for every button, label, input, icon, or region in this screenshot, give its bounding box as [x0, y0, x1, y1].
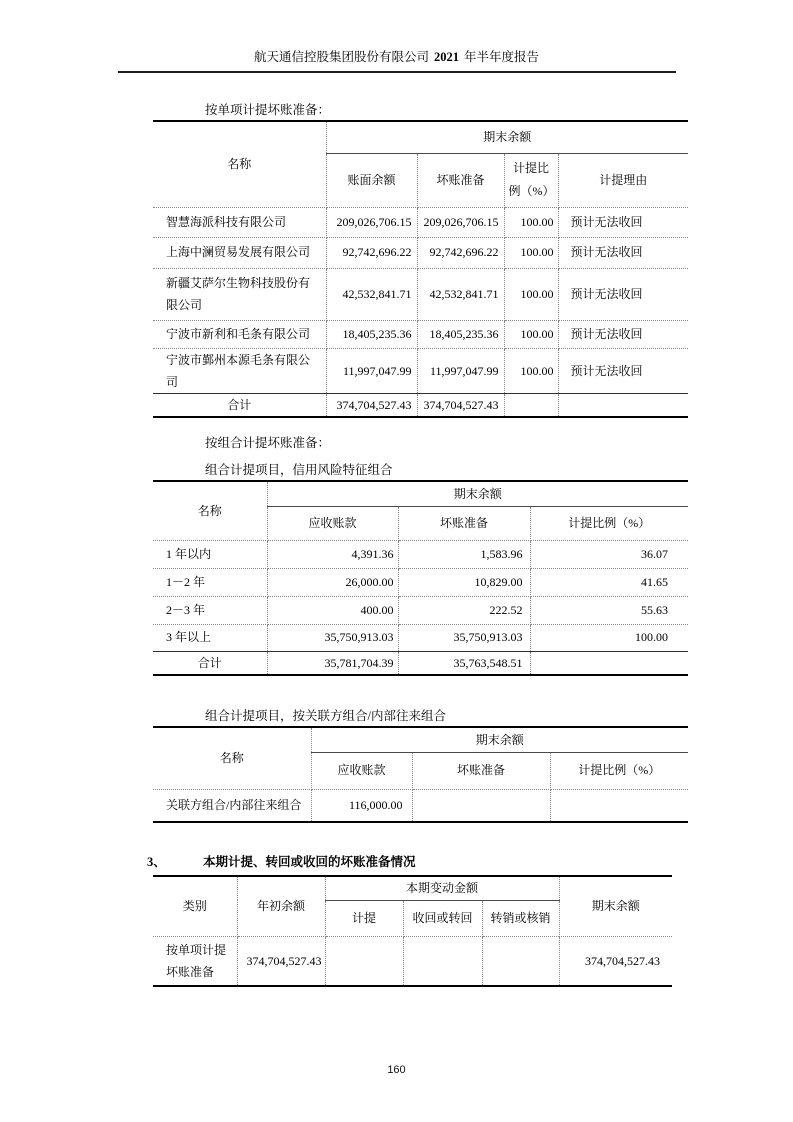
cell-ratio: 41.65 [530, 568, 688, 596]
header-title-suffix: 年半年度报告 [464, 50, 540, 64]
col-group-period-end-balance: 期末余额 [267, 481, 688, 506]
table-row [153, 348, 688, 393]
col-header-accounts-receivable: 应收账款 [311, 752, 412, 789]
table-row [153, 540, 688, 568]
cell-accounts-receivable: 116,000.00 [311, 789, 412, 822]
cell-accounts-receivable: 4,391.36 [267, 540, 398, 568]
cell-total-bad-debt: 35,763,548.51 [398, 651, 530, 675]
col-header-name: 名称 [153, 121, 326, 207]
cell-total-accounts-receivable: 35,781,704.39 [267, 651, 398, 675]
cell-company-name: 上海中澜贸易发展有限公司 [153, 237, 326, 268]
cell-bad-debt: 18,405,235.36 [417, 320, 504, 348]
cell-bad-debt: 11,997,047.99 [417, 348, 504, 393]
cell-ratio: 100.00 [504, 320, 558, 348]
cell-bad-debt: 92,742,696.22 [417, 237, 504, 268]
table-row [153, 596, 688, 624]
col-group-period-end-balance: 期末余额 [311, 727, 688, 752]
cell-ratio: 100.00 [504, 237, 558, 268]
cell-empty [482, 936, 559, 986]
cell-empty [530, 651, 688, 675]
col-header-bad-debt-provision: 坏账准备 [398, 506, 530, 540]
portfolio-credit-risk-label: 组合计提项目，信用风险特征组合 [205, 463, 393, 477]
aging-portfolio-table [153, 480, 688, 676]
cell-book-balance: 11,997,047.99 [326, 348, 417, 393]
col-header-provision-reason: 计提理由 [558, 153, 688, 207]
provision-ratio-line2: 例（%） [508, 184, 555, 198]
cell-book-balance: 42,532,841.71 [326, 268, 417, 320]
cell-book-balance: 92,742,696.22 [326, 237, 417, 268]
cell-ratio: 36.07 [530, 540, 688, 568]
cell-portfolio-name: 关联方组合/内部往来组合 [153, 789, 311, 822]
table-row [153, 268, 688, 320]
table-row [153, 789, 688, 822]
table-header-row [153, 876, 672, 900]
col-header-name: 名称 [153, 481, 267, 540]
col-header-category: 类别 [153, 876, 237, 936]
table-header-row [153, 481, 688, 506]
related-party-portfolio-table [153, 726, 688, 823]
cell-company-name: 宁波市鄞州本源毛条有限公司 [153, 348, 326, 393]
cell-reason: 预计无法收回 [558, 320, 688, 348]
col-header-closing-balance: 期末余额 [559, 876, 672, 936]
cell-empty [504, 393, 558, 417]
col-group-period-end-balance: 期末余额 [326, 121, 688, 153]
cell-reason: 预计无法收回 [558, 237, 688, 268]
cell-book-balance: 18,405,235.36 [326, 320, 417, 348]
cell-total-book-balance: 374,704,527.43 [326, 393, 417, 417]
cell-opening-balance: 374,704,527.43 [237, 936, 325, 986]
individual-provision-label: 按单项计提坏账准备： [205, 103, 331, 117]
cell-accounts-receivable: 26,000.00 [267, 568, 398, 596]
cell-company-name: 智慧海派科技有限公司 [153, 207, 326, 237]
header-title-prefix: 航天通信控股集团股份有限公司 [253, 50, 429, 64]
table-header-row [153, 727, 688, 752]
cell-accounts-receivable: 35,750,913.03 [267, 624, 398, 651]
col-header-recovered-or-reversed: 收回或转回 [403, 900, 482, 936]
cell-reason: 预计无法收回 [558, 207, 688, 237]
heading-text: 本期计提、转回或收回的坏账准备情况 [203, 855, 416, 869]
cell-reason: 预计无法收回 [558, 348, 688, 393]
cell-book-balance: 209,026,706.15 [326, 207, 417, 237]
table-total-row [153, 393, 688, 417]
cell-empty [558, 393, 688, 417]
col-header-written-off: 转销或核销 [482, 900, 559, 936]
individual-provision-table [153, 120, 688, 418]
cell-ratio: 100.00 [504, 268, 558, 320]
cell-aging-bucket: 1 年以内 [153, 540, 267, 568]
col-header-name: 名称 [153, 727, 311, 789]
header-title-year: 2021 [434, 50, 459, 64]
table-row [153, 936, 672, 986]
cell-accounts-receivable: 400.00 [267, 596, 398, 624]
table-row [153, 624, 688, 651]
cell-bad-debt: 222.52 [398, 596, 530, 624]
cell-bad-debt: 35,750,913.03 [398, 624, 530, 651]
col-header-bad-debt-provision: 坏账准备 [412, 752, 550, 789]
cell-company-name: 宁波市新利和毛条有限公司 [153, 320, 326, 348]
table-row [153, 320, 688, 348]
cell-empty [412, 789, 550, 822]
col-group-current-period-change: 本期变动金额 [325, 876, 559, 900]
col-header-provision-ratio [504, 153, 558, 207]
col-header-opening-balance: 年初余额 [237, 876, 325, 936]
table-row [153, 568, 688, 596]
cell-empty [403, 936, 482, 986]
cell-closing-balance: 374,704,527.43 [559, 936, 672, 986]
cell-total-bad-debt: 374,704,527.43 [417, 393, 504, 417]
related-party-portfolio-label: 组合计提项目，按关联方组合/内部往来组合 [205, 709, 446, 723]
cell-aging-bucket: 3 年以上 [153, 624, 267, 651]
cell-company-name: 新疆艾萨尔生物科技股份有限公司 [153, 268, 326, 320]
provision-movement-heading [147, 852, 416, 870]
col-header-provision-ratio: 计提比例（%） [530, 506, 688, 540]
page-number: 160 [387, 1064, 406, 1076]
page-header-title [0, 47, 793, 65]
col-header-provision-ratio: 计提比例（%） [550, 752, 688, 789]
cell-total-label: 合计 [153, 393, 326, 417]
cell-bad-debt: 42,532,841.71 [417, 268, 504, 320]
provision-ratio-line1: 计提比 [512, 161, 549, 175]
col-header-provision: 计提 [325, 900, 403, 936]
cell-empty [550, 789, 688, 822]
col-header-book-balance: 账面余额 [326, 153, 417, 207]
table-row [153, 237, 688, 268]
cell-ratio: 100.00 [530, 624, 688, 651]
col-header-bad-debt-provision: 坏账准备 [417, 153, 504, 207]
cell-total-label: 合计 [153, 651, 267, 675]
heading-number: 3、 [147, 855, 166, 869]
cell-aging-bucket: 1－2 年 [153, 568, 267, 596]
table-row [153, 207, 688, 237]
header-rule-divider [118, 71, 676, 73]
cell-ratio: 100.00 [504, 207, 558, 237]
col-header-accounts-receivable: 应收账款 [267, 506, 398, 540]
portfolio-provision-label: 按组合计提坏账准备： [205, 436, 331, 450]
cell-empty [325, 936, 403, 986]
cell-aging-bucket: 2－3 年 [153, 596, 267, 624]
cell-ratio: 55.63 [530, 596, 688, 624]
cell-bad-debt: 209,026,706.15 [417, 207, 504, 237]
cell-bad-debt: 1,583.96 [398, 540, 530, 568]
cell-reason: 预计无法收回 [558, 268, 688, 320]
provision-movement-table [153, 875, 672, 987]
cell-ratio: 100.00 [504, 348, 558, 393]
table-header-row [153, 121, 688, 153]
cell-bad-debt: 10,829.00 [398, 568, 530, 596]
cell-category: 按单项计提坏账准备 [153, 936, 237, 986]
table-total-row [153, 651, 688, 675]
